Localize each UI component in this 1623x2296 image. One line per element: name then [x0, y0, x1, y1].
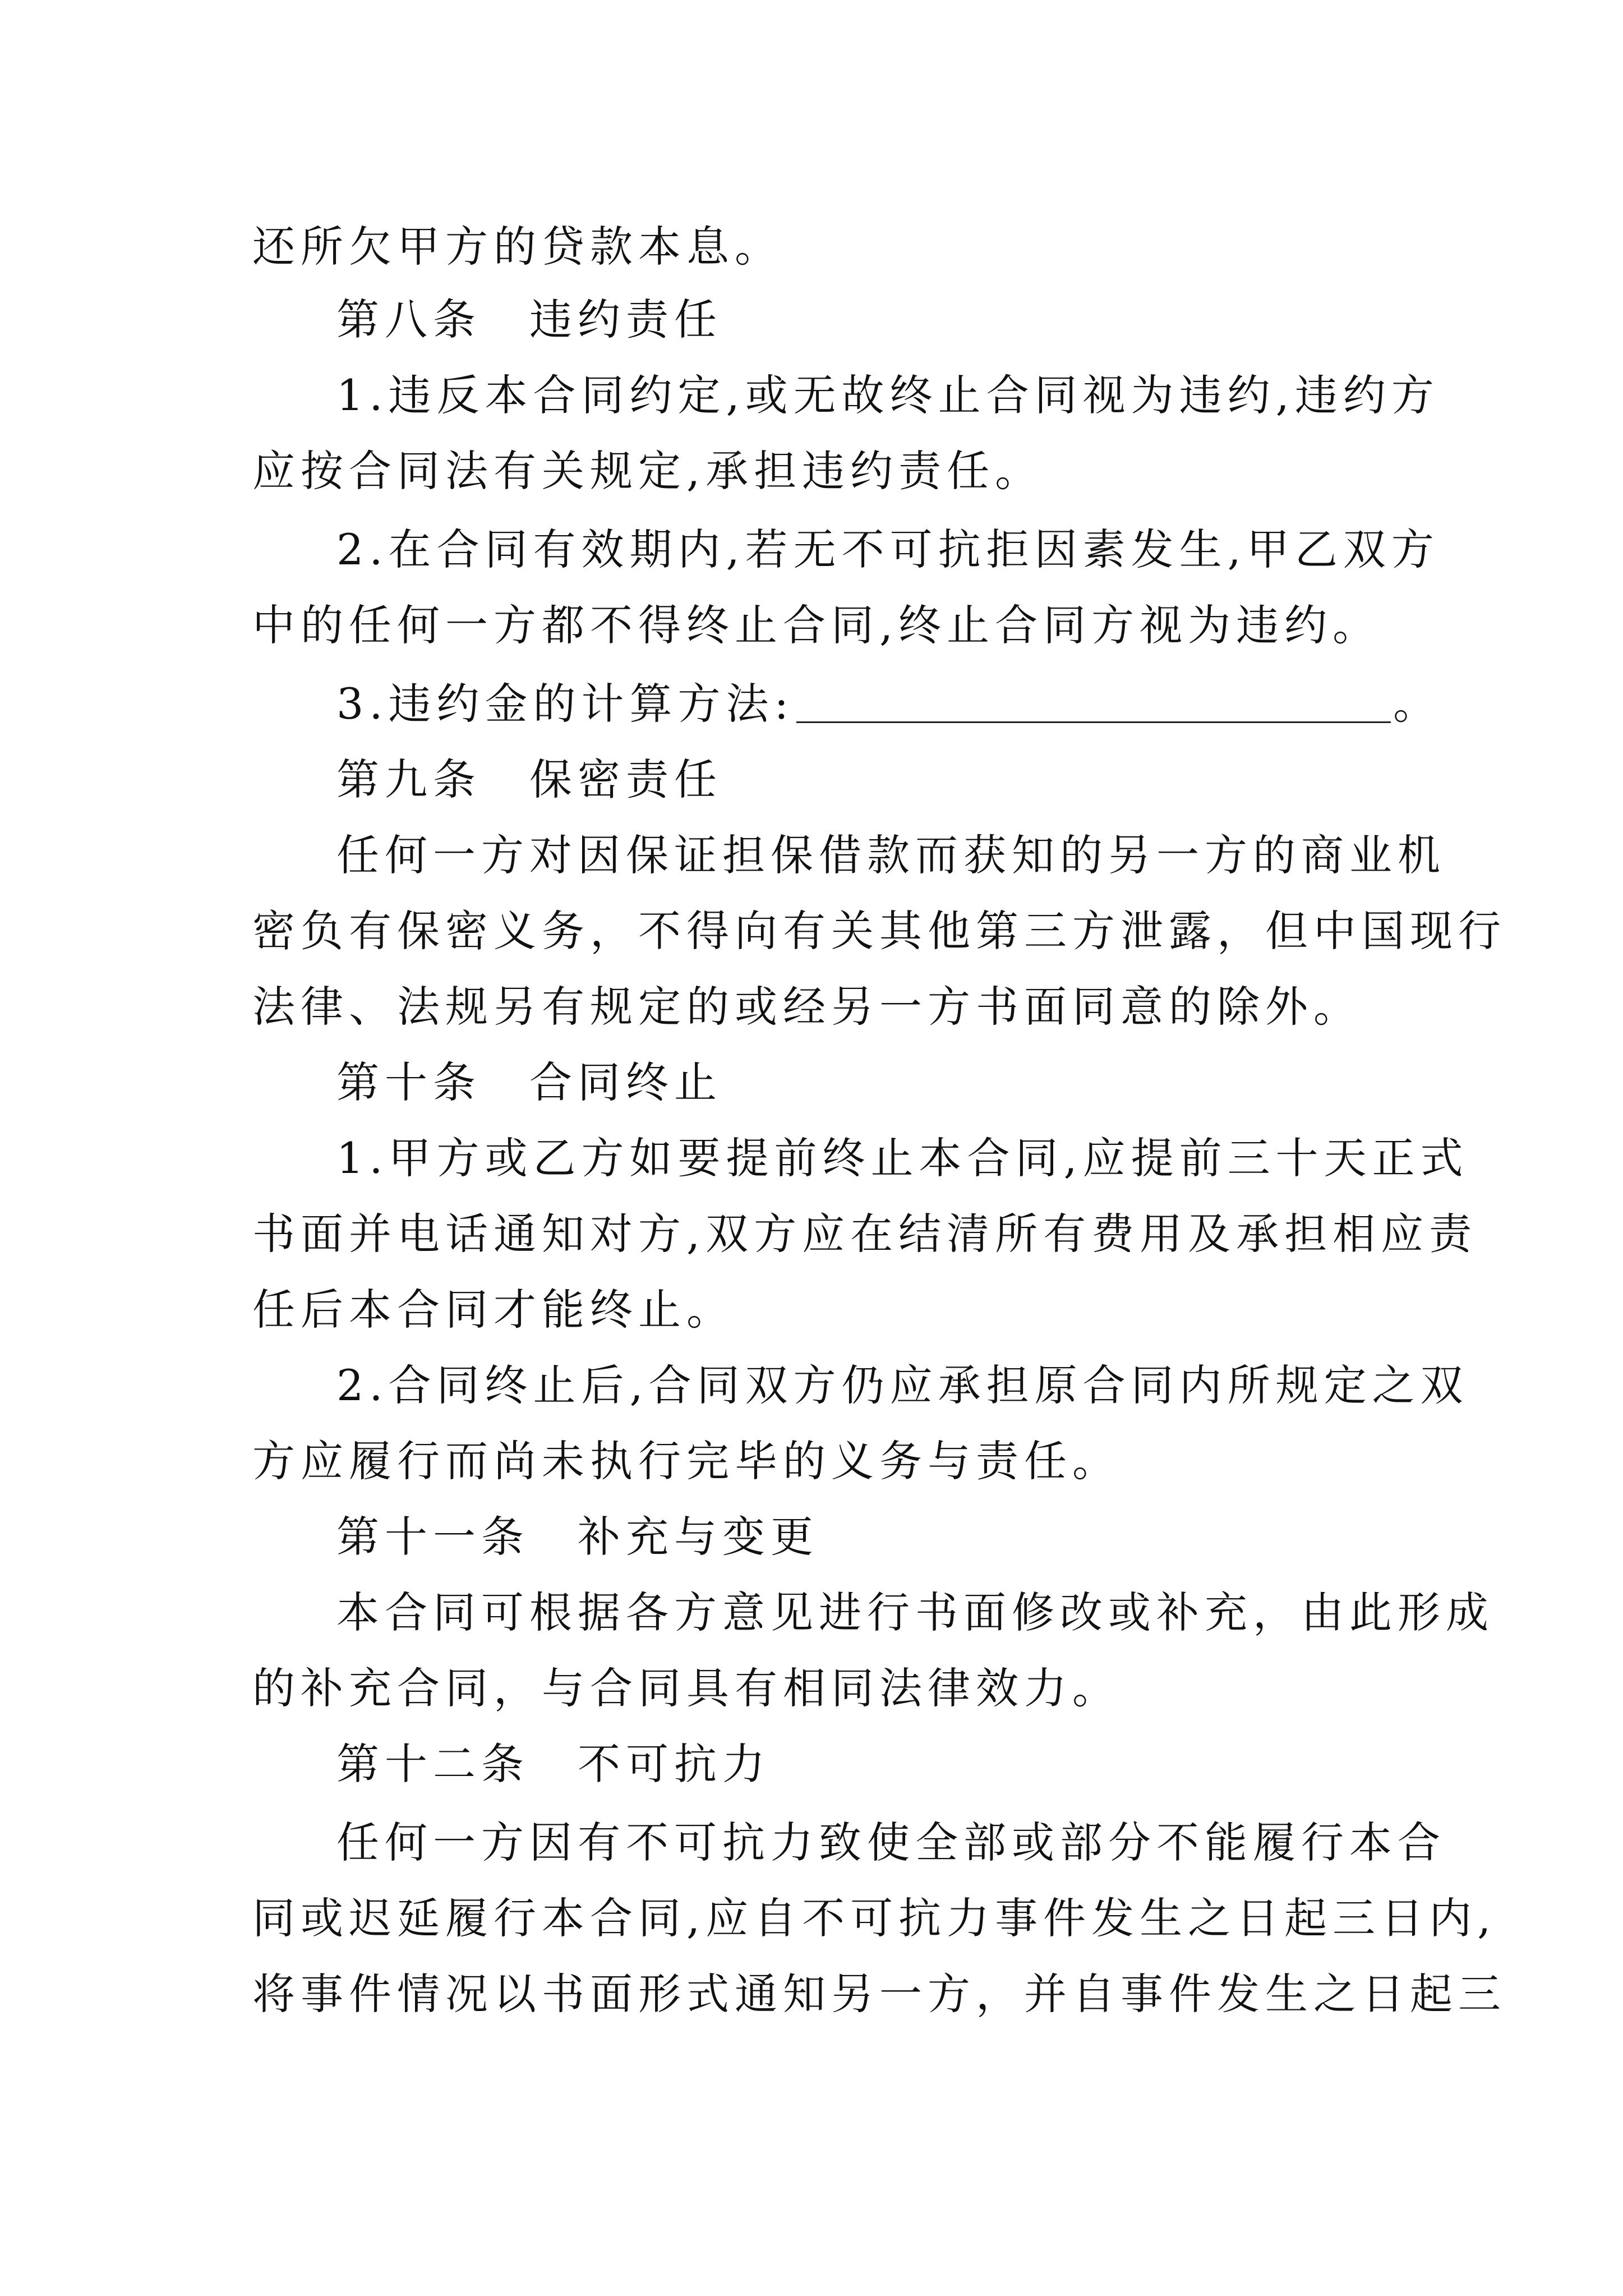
sentence-end-mark: 。	[1393, 679, 1442, 729]
paragraph-line: 1.甲方或乙方如要提前终止本合同,应提前三十天正式	[336, 1133, 1469, 1183]
paragraph-line: 的补充合同，与合同具有相同法律效力。	[252, 1663, 1121, 1713]
section-heading-article-8: 第八条 违约责任	[336, 295, 722, 344]
paragraph-line: 2.合同终止后,合同双方仍应承担原合同内所规定之双	[336, 1360, 1469, 1410]
paragraph-line: 任后本合同才能终止。	[252, 1285, 735, 1335]
section-heading-article-9: 第九条 保密责任	[336, 754, 722, 804]
paragraph-line: 法律、法规另有规定的或经另一方书面同意的除外。	[252, 982, 1362, 1032]
paragraph-line: 2.在合同有效期内,若无不可抗拒因素发生,甲乙双方	[336, 524, 1440, 574]
paragraph-line: 任何一方因有不可抗力致使全部或部分不能履行本合	[336, 1818, 1446, 1867]
fill-in-blank[interactable]	[796, 679, 1391, 723]
paragraph-line: 本合同可根据各方意见进行书面修改或补充，由此形成	[336, 1588, 1494, 1637]
penalty-calculation-label: 3.违约金的计算方法:	[336, 679, 795, 729]
paragraph-line: 将事件情况以书面形式通知另一方，并自事件发生之日起三	[252, 1969, 1506, 2019]
paragraph-line: 1.违反本合同约定,或无故终止合同视为违约,违约方	[336, 370, 1440, 420]
paragraph-line: 同或迟延履行本合同,应自不可抗力事件发生之日起三日内,	[252, 1893, 1497, 1943]
section-heading-article-10: 第十条 合同终止	[336, 1057, 722, 1107]
section-heading-article-12: 第十二条 不可抗力	[336, 1739, 771, 1789]
paragraph-line: 还所欠甲方的贷款本息。	[252, 222, 783, 272]
paragraph-line-with-blank	[336, 676, 1442, 732]
paragraph-line: 书面并电话通知对方,双方应在结清所有费用及承担相应责	[252, 1209, 1478, 1259]
paragraph-line: 任何一方对因保证担保借款而获知的另一方的商业机	[336, 830, 1446, 880]
paragraph-line: 中的任何一方都不得终止合同,终止合同方视为违约。	[252, 600, 1381, 650]
paragraph-line: 密负有保密义务，不得向有关其他第三方泄露，但中国现行	[252, 906, 1506, 956]
paragraph-line: 应按合同法有关规定,承担违约责任。	[252, 446, 1044, 496]
paragraph-line: 方应履行而尚未执行完毕的义务与责任。	[252, 1436, 1121, 1486]
section-heading-article-11: 第十一条 补充与变更	[336, 1512, 819, 1562]
